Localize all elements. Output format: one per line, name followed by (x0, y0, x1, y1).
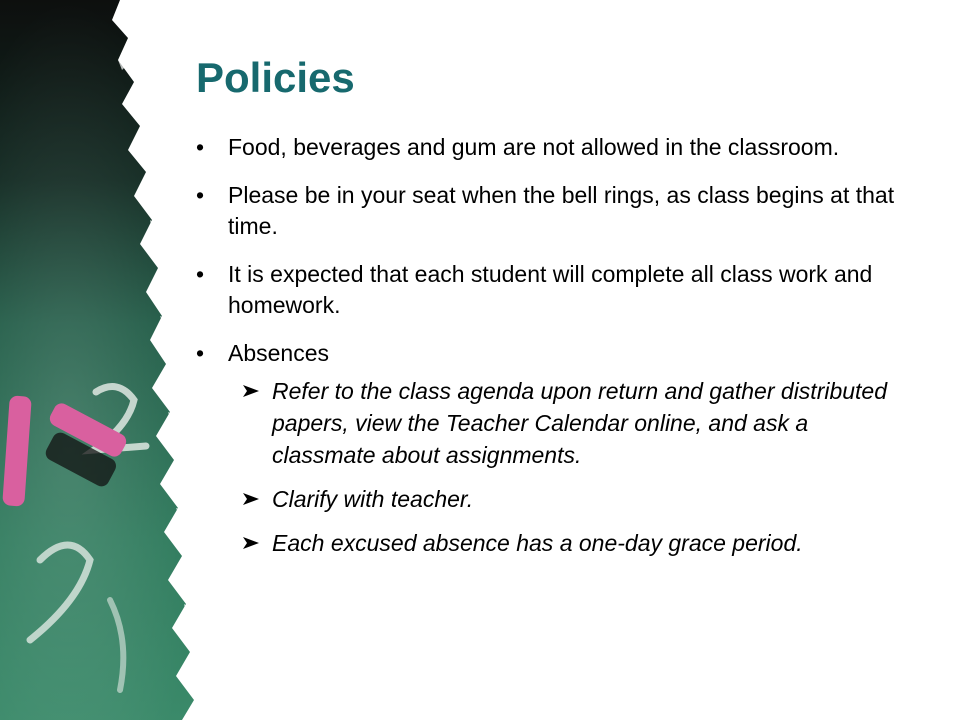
arrow-bullet-icon (242, 492, 260, 506)
sub-bullet-text: Each excused absence has a one-day grace period. (272, 530, 803, 556)
bullet-list (190, 132, 910, 559)
sub-bullet-item (228, 375, 910, 471)
bullet-item (190, 259, 910, 321)
bullet-item (190, 180, 910, 242)
sub-bullet-text: Refer to the class agenda upon return and gather distributed papers, view the Teacher Calendar online, and ask a classmate about assignments. (272, 378, 888, 468)
sub-bullet-item (228, 483, 910, 515)
sub-bullet-item (228, 527, 910, 559)
bullet-dot-icon: • (196, 134, 205, 160)
sub-bullet-list (228, 375, 910, 559)
bullet-text: Food, beverages and gum are not allowed in the classroom. (228, 134, 840, 160)
bullet-text: Absences (228, 340, 330, 366)
slide-content (190, 132, 910, 576)
bullet-item (190, 338, 910, 559)
bullet-text: It is expected that each student will complete all class work and homework. (228, 261, 873, 318)
arrow-bullet-icon (242, 384, 260, 398)
sub-bullet-text: Clarify with teacher. (272, 486, 474, 512)
bullet-item (190, 132, 910, 163)
slide-title: Policies (196, 54, 355, 101)
bullet-dot-icon: • (196, 340, 205, 366)
bullet-dot-icon: • (196, 261, 205, 287)
arrow-bullet-icon (242, 536, 260, 550)
bullet-text: Please be in your seat when the bell rings, as class begins at that time. (228, 182, 895, 239)
bullet-dot-icon: • (196, 182, 205, 208)
